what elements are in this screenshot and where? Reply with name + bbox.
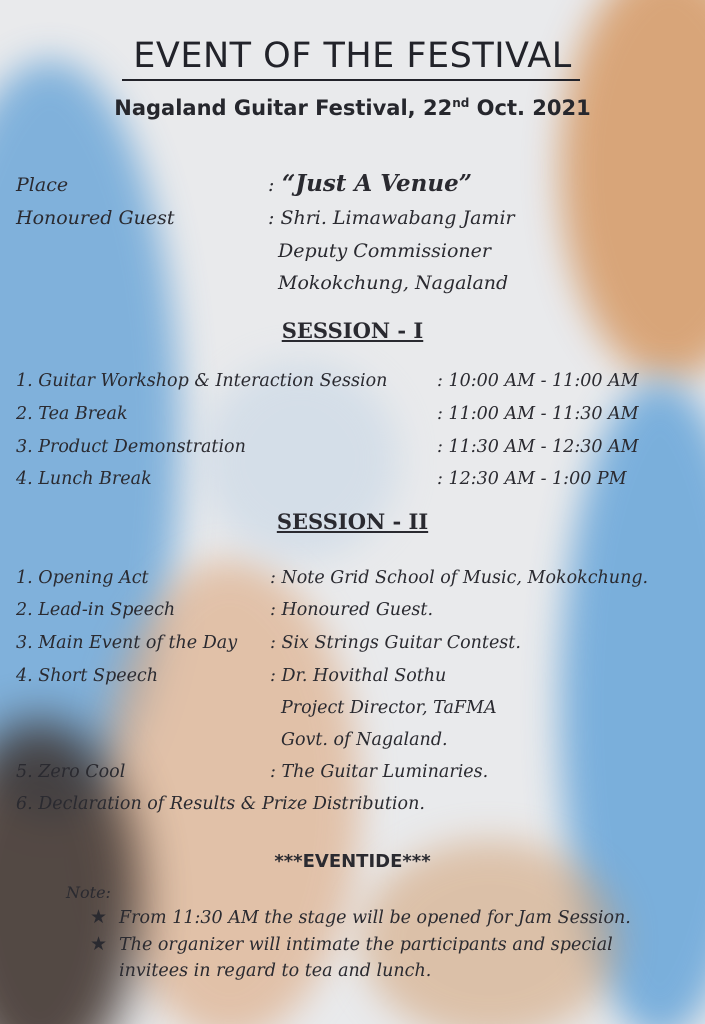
subtitle-end: Oct. 2021	[469, 96, 591, 120]
session-1-time: : 11:30 AM - 12:30 AM	[437, 437, 639, 457]
session-2-item: 6. Declaration of Results & Prize Distribution.	[16, 794, 425, 814]
star-icon: ★	[90, 906, 108, 928]
session-1-time: : 11:00 AM - 11:30 AM	[437, 404, 639, 424]
session-2-item: 3. Main Event of the Day	[16, 633, 238, 653]
subtitle-text: Nagaland Guitar Festival, 22	[114, 96, 453, 120]
note-line: From 11:30 AM the stage will be opened for Jam Session.	[119, 908, 631, 928]
title-underline	[122, 79, 580, 81]
note-line: invitees in regard to tea and lunch.	[119, 961, 432, 981]
session-2-item: 5. Zero Cool	[16, 762, 126, 782]
session-2-item: 1. Opening Act	[16, 568, 149, 588]
guest-line: : Shri. Limawabang Jamir	[268, 207, 515, 229]
session-2-item: 4. Short Speech	[16, 666, 158, 686]
session-1-heading: SESSION - I	[281, 318, 424, 343]
session-1-time: : 12:30 AM - 1:00 PM	[437, 469, 627, 489]
session-2-value: : Note Grid School of Music, Mokokchung.	[270, 568, 649, 588]
note-line: The organizer will intimate the participants and special	[119, 935, 613, 955]
session-2-extra: Project Director, TaFMA	[281, 698, 497, 718]
subtitle-sup: nd	[452, 96, 470, 110]
guest-line: Mokokchung, Nagaland	[278, 272, 509, 294]
session-1-time: : 10:00 AM - 11:00 AM	[437, 371, 639, 391]
session-1-item: 2. Tea Break	[16, 404, 128, 424]
session-1-item: 3. Product Demonstration	[16, 437, 246, 457]
page-subtitle	[0, 96, 705, 120]
eventide-heading: ***EVENTIDE***	[274, 851, 431, 872]
session-2-heading: SESSION - II	[276, 509, 429, 534]
place-label: Place	[16, 174, 69, 196]
place-value: “Just A Venue”	[282, 170, 472, 197]
page-title: EVENT OF THE FESTIVAL	[133, 36, 572, 76]
place-separator: :	[268, 174, 275, 196]
guest-line: Deputy Commissioner	[278, 240, 491, 262]
session-2-value: : Dr. Hovithal Sothu	[270, 666, 447, 686]
note-label: Note:	[66, 883, 111, 902]
guest-label: Honoured Guest	[16, 207, 175, 229]
session-2-value: : The Guitar Luminaries.	[270, 762, 489, 782]
star-icon: ★	[90, 933, 108, 955]
session-2-extra: Govt. of Nagaland.	[281, 730, 448, 750]
session-1-item: 1. Guitar Workshop & Interaction Session	[16, 371, 388, 391]
session-2-value: : Honoured Guest.	[270, 600, 434, 620]
session-2-item: 2. Lead-in Speech	[16, 600, 176, 620]
session-2-value: : Six Strings Guitar Contest.	[270, 633, 521, 653]
session-1-item: 4. Lunch Break	[16, 469, 152, 489]
